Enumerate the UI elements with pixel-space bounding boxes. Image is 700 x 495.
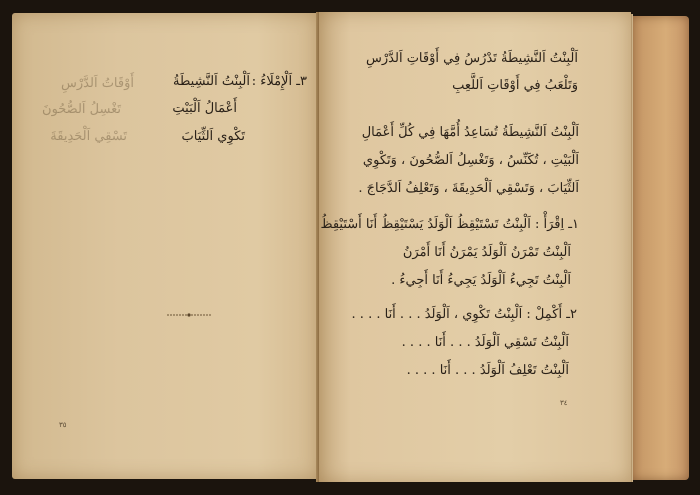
- back-cover: [631, 16, 689, 480]
- dictation-col1-line2: أَعْمَالُ اَلْبَيْتِ: [172, 101, 237, 116]
- paragraph-line-1: اَلْبِنْتُ اَلنَّشِيطَةُ تُسَاعِدُ أُمَّهَا فِي كُلِّ أَعْمَالِ: [361, 125, 579, 140]
- dictation-label: ٣ـ اَلْإِمْلَاءُ :: [251, 74, 307, 89]
- exercise1-line-2: اَلْبِنْتُ تَمْرَنُ اَلْوَلَدُ يَمْرَنُ أَنَا أَمْرَنُ: [402, 245, 571, 260]
- paragraph-line-3: اَلثِّيَابَ ، وَتَسْقِي اَلْحَدِيقَةَ ، وَتَعْلِفُ اَلدَّجَاجَ .: [358, 181, 579, 196]
- paragraph-line-2: اَلْبَيْتِ ، تُكَنِّسُ ، وَتَغْسِلُ اَلصُّحُونَ ، وَتَكْوِي: [362, 153, 579, 168]
- exercise2-line-1: ٢ـ أَكْمِلْ : اَلْبِنْتُ تَكْوِي ، اَلْوَلَدُ . . . أَنَا . . . .: [351, 307, 577, 322]
- exercise2-line-2: اَلْبِنْتُ تَسْقِي اَلْوَلَدُ . . . أَنَا . . . .: [401, 335, 569, 350]
- page-number-right: ٣٤: [560, 399, 568, 407]
- exercise2-line-3: اَلْبِنْتُ تَعْلِفُ اَلْوَلَدُ . . . أَنَا . . . .: [406, 363, 569, 378]
- title-line-1: اَلْبِنْتُ اَلنَّشِيطَةُ تَدْرُسُ فِي أَوْقَاتِ اَلدَّرْسِ: [366, 51, 578, 66]
- right-page: [319, 12, 631, 482]
- dictation-col1-line3: تَكْوِي اَلثِّيَابَ: [181, 129, 245, 144]
- left-page: [12, 13, 319, 479]
- exercise1-line-3: اَلْبِنْتُ تَجِيءُ اَلْوَلَدُ يَجِيءُ أَنَا أَجِيءُ .: [391, 273, 571, 288]
- page-number-left: ٣٥: [59, 421, 67, 429]
- dictation-col1-line1: اَلْبِنْتُ اَلنَّشِيطَةُ: [173, 74, 250, 89]
- exercise1-line-1: ١ـ اِقْرَأْ : اَلْبِنْتُ تَسْتَيْقِظُ اَلْوَلَدُ يَسْتَيْقِظُ أَنَا أَسْتَيْقِظُ: [320, 217, 579, 232]
- dictation-col2-line3: تَسْقِي اَلْحَدِيقَةَ: [50, 129, 127, 144]
- title-line-2: وَتَلْعَبُ فِي أَوْقَاتِ اَللَّعِبِ: [452, 78, 578, 93]
- ornament-divider: [167, 312, 212, 318]
- dictation-col2-line2: تَغْسِلُ اَلصُّحُونَ: [42, 102, 121, 117]
- dictation-col2-line1: أَوْقَاتُ اَلدَّرْسِ: [61, 76, 134, 91]
